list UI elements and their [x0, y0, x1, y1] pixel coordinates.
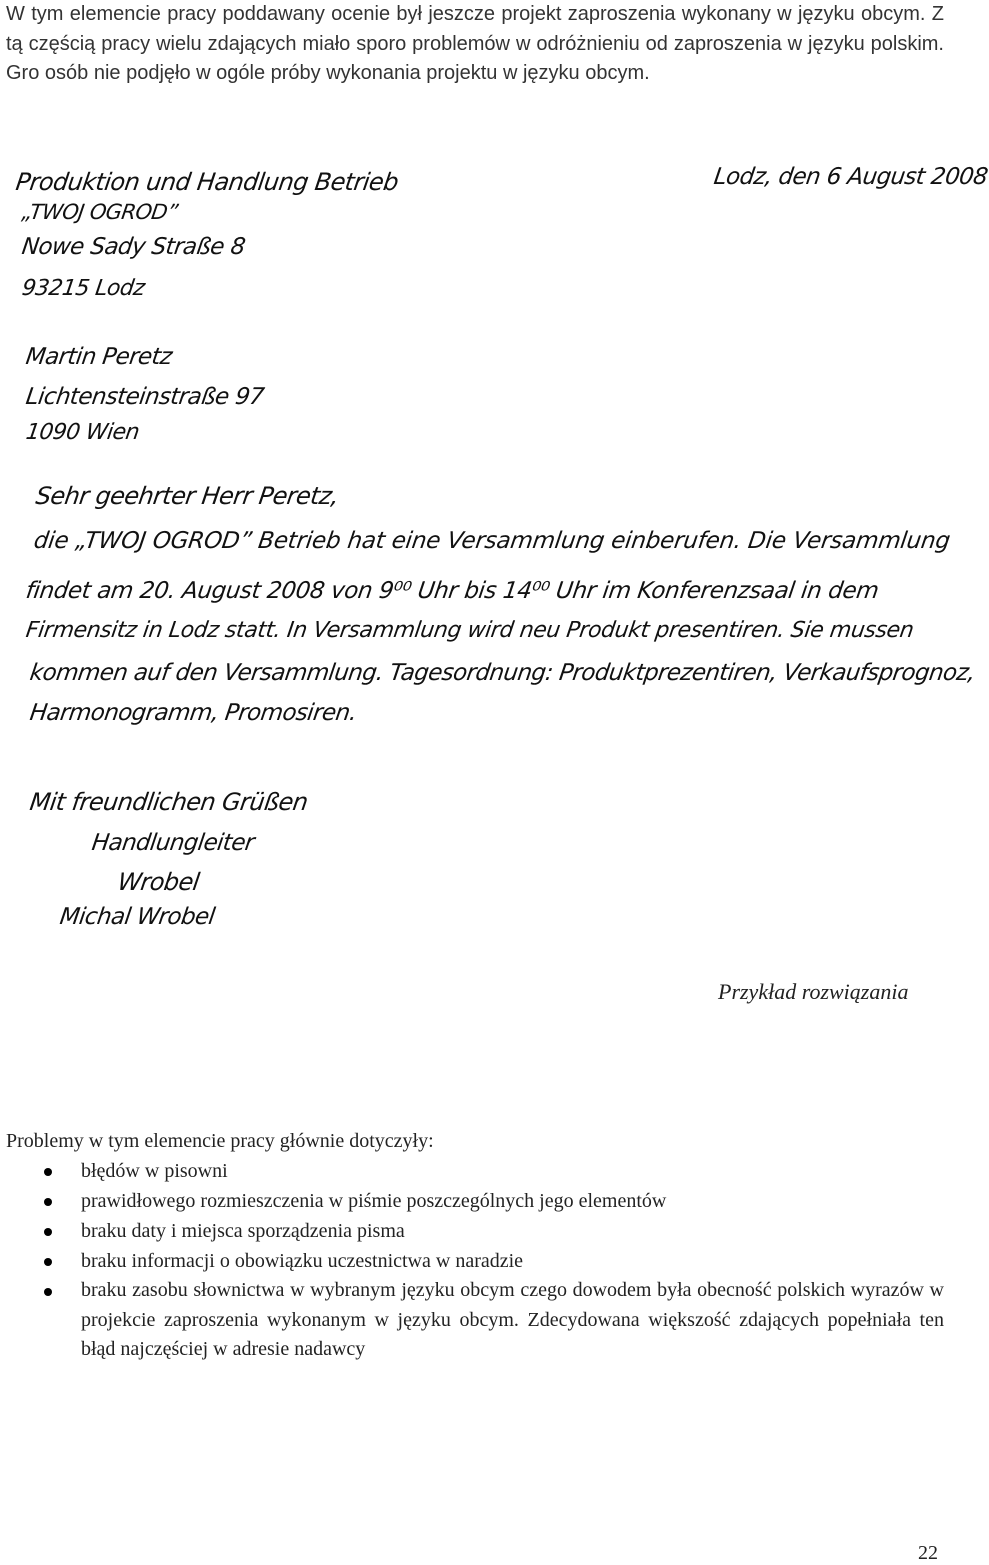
bullet-icon	[44, 1198, 52, 1206]
page-number: 22	[918, 1542, 938, 1564]
bullet-icon	[44, 1228, 52, 1236]
list-item-text: braku informacji o obowiązku uczestnictwa w naradzie	[81, 1250, 524, 1272]
bullet-icon	[44, 1288, 52, 1296]
example-caption: Przykład rozwiązania	[718, 979, 909, 1004]
list-item-text: braku daty i miejsca sporządzenia pisma	[81, 1220, 405, 1242]
body-line-2: findet am 20. August 2008 von 9⁰⁰ Uhr bis 14⁰⁰ Uhr im Konferenzsaal in dem	[24, 578, 881, 604]
list-item	[6, 1246, 944, 1276]
closing-name: Michal Wrobel	[58, 904, 217, 930]
recipient-line-3: 1090 Wien	[24, 420, 141, 445]
body-line-5: Harmonogramm, Promosiren.	[28, 700, 359, 726]
closing-signature: Wrobel	[116, 868, 201, 896]
list-item	[6, 1186, 944, 1216]
closing-line-2: Handlungleiter	[90, 830, 256, 856]
list-item	[6, 1216, 944, 1246]
letter-date: Lodz, den 6 August 2008	[712, 164, 989, 190]
list-item	[6, 1276, 944, 1365]
body-line-4: kommen auf den Versammlung. Tagesordnung: Produktprezentiren, Verkaufsprognoz,	[28, 660, 977, 686]
body-line-1: die „TWOJ OGROD” Betrieb hat eine Versammlung einberufen. Die Versammlung	[32, 528, 952, 554]
body-line-3: Firmensitz in Lodz statt. In Versammlung wird neu Produkt presentiren. Sie mussen	[24, 618, 916, 643]
recipient-line-2: Lichtensteinstraße 97	[24, 384, 266, 410]
problems-list	[6, 1156, 944, 1365]
intro-paragraph: W tym elemencie pracy poddawany ocenie był jeszcze projekt zaproszenia wykonany w języku obcym. Z tą częścią pracy wielu zdających miało sporo problemów w odróżnieniu od zaproszenia w języku polskim. Gro osób nie podjęło w ogóle próby wykonania projektu w języku obcym.	[6, 3, 944, 84]
sender-line-1: Produktion und Handlung Betrieb	[14, 168, 400, 196]
bullet-icon	[44, 1168, 52, 1176]
problems-heading: Problemy w tym elemencie pracy głównie dotyczyły:	[6, 1130, 434, 1152]
list-item	[6, 1156, 944, 1186]
sender-line-3: Nowe Sady Straße 8	[20, 234, 247, 260]
recipient-line-1: Martin Peretz	[24, 344, 174, 370]
sender-line-4: 93215 Lodz	[20, 276, 146, 301]
sender-line-2: „TWOJ OGROD”	[20, 200, 180, 224]
bullet-icon	[44, 1258, 52, 1266]
closing-line-1: Mit freundlichen Grüßen	[28, 788, 310, 816]
list-item-text: braku zasobu słownictwa w wybranym języku obcym czego dowodem była obecność polskich wyrazów w projekcie zaproszenia wykonanym w języku obcym. Zdecydowana większość zdających popełniała ten błąd najczęściej w adresie nadawcy	[81, 1279, 944, 1360]
list-item-text: prawidłowego rozmieszczenia w piśmie poszczególnych jego elementów	[81, 1190, 667, 1212]
salutation: Sehr geehrter Herr Peretz,	[34, 482, 341, 510]
problems-section	[6, 1126, 944, 1365]
list-item-text: błędów w pisowni	[81, 1160, 228, 1182]
